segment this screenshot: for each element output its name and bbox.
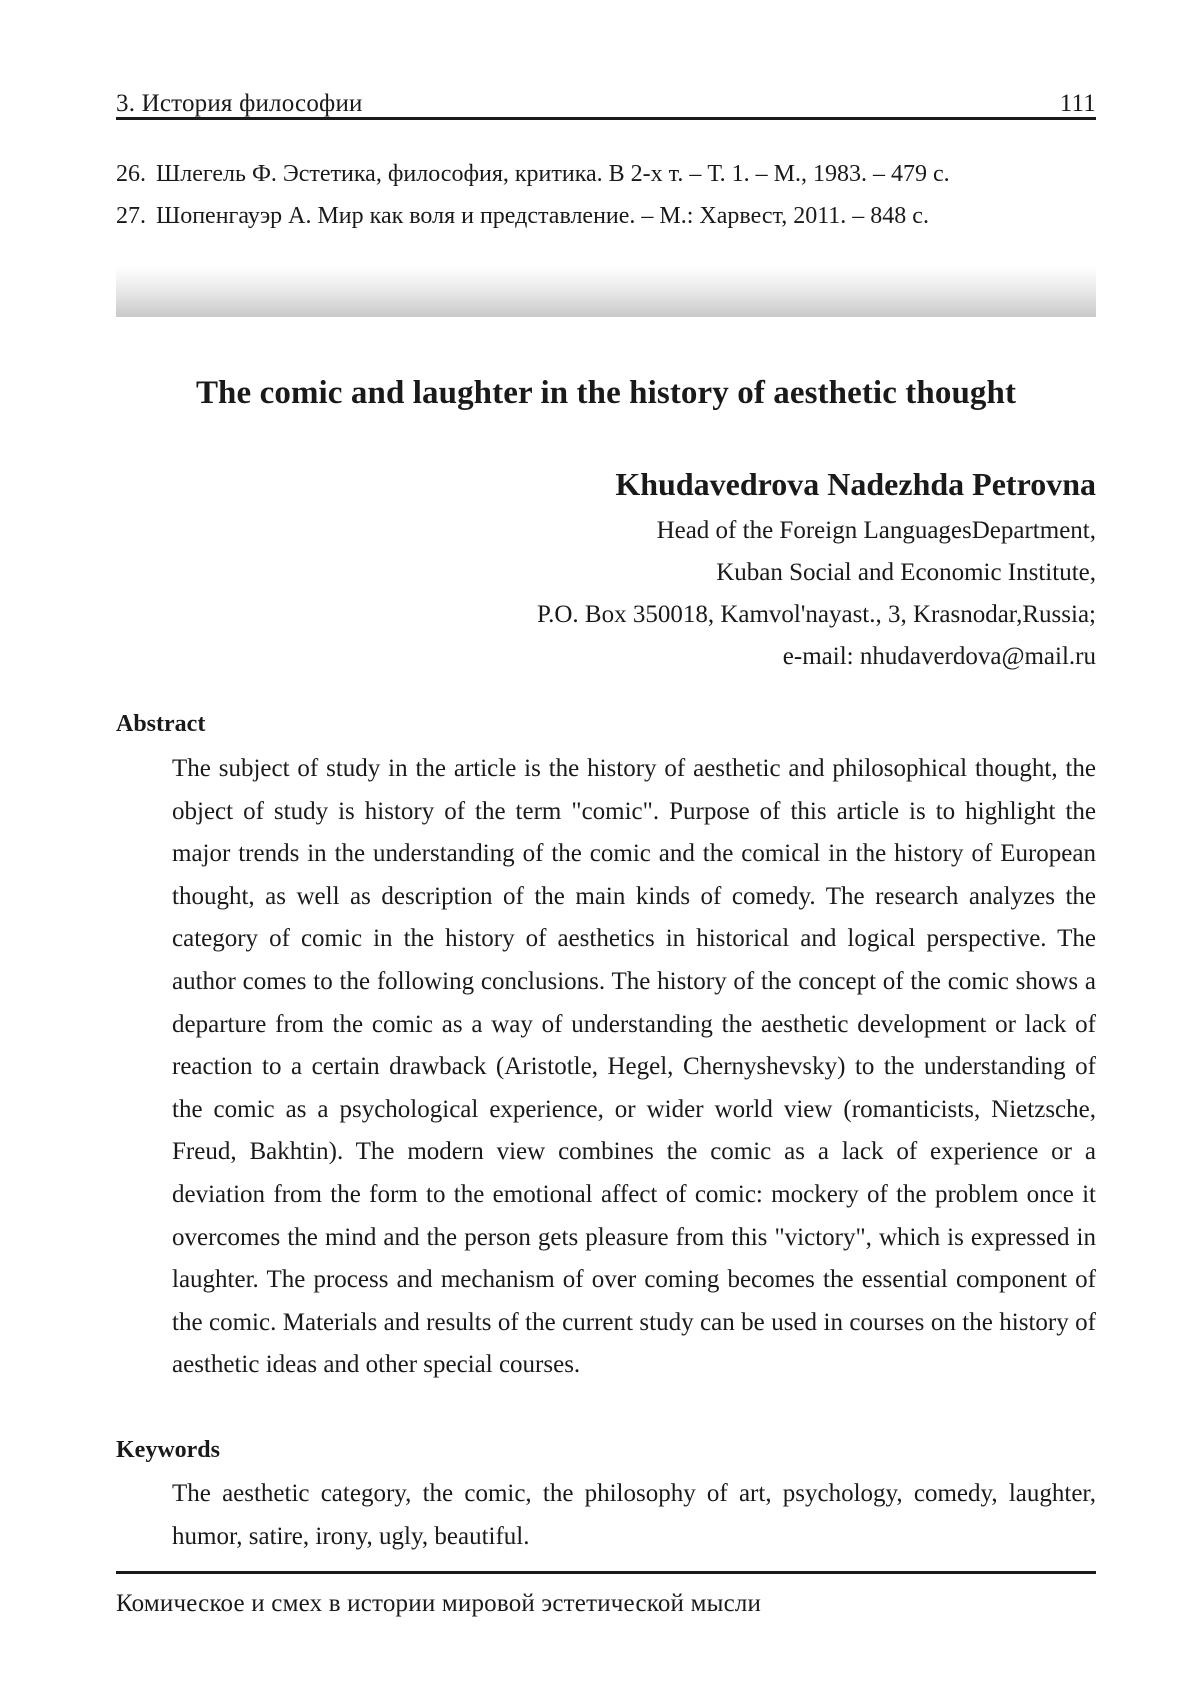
reference-number: 26.: [116, 161, 146, 187]
header-divider: [116, 117, 1096, 120]
author-block: [116, 462, 1096, 678]
reference-text: Шлегель Ф. Эстетика, философия, критика. В 2-х т. – Т. 1. – М., 1983. – 479 с.: [156, 161, 950, 187]
running-header: [116, 80, 1096, 118]
footer-divider: [116, 1571, 1096, 1574]
running-footer: Комическое и смех в истории мировой эстетической мысли: [116, 1590, 762, 1617]
keywords-text: The aesthetic category, the comic, the philosophy of art, psychology, comedy, laughter, humor, satire, irony, ugly, beautiful.: [172, 1480, 1096, 1550]
section-separator-band: [116, 267, 1096, 317]
reference-text: Шопенгауэр А. Мир как воля и представление. – М.: Харвест, 2011. – 848 с.: [156, 203, 929, 229]
author-address: P.O. Box 350018, Kamvol'nayast., 3, Krasnodar,Russia;: [536, 601, 1096, 628]
author-email: e-mail: nhudaverdova@mail.ru: [782, 643, 1096, 670]
page-number: 111: [1059, 90, 1096, 117]
reference-list: [116, 153, 1096, 237]
abstract-heading: Abstract: [116, 711, 206, 737]
article-title: The comic and laughter in the history of aesthetic thought: [195, 375, 1017, 411]
author-position: Head of the Foreign LanguagesDepartment,: [656, 517, 1096, 544]
keywords-heading: Keywords: [116, 1437, 220, 1463]
header-section-title: 3. История философии: [116, 90, 363, 117]
author-institution: Kuban Social and Economic Institute,: [716, 559, 1096, 586]
reference-item: [116, 195, 1096, 237]
abstract-text: The subject of study in the article is the history of aesthetic and philosophical thought, the object of study is history of the term "comic". Purpose of this article is to highlight the major trends in the understanding of the comic and the comical in the history of European thought, as well as description of the main kinds of comedy. The research analyzes the category of comic in the history of aesthetics in historical and logical perspective. The author comes to the following conclusions. The history of the concept of the comic shows a departure from the comic as a way of understanding the aesthetic development or lack of reaction to a certain drawback (Aristotle, Hegel, Chernyshevsky) to the understanding of the comic as a psychological experience, or wider world view (romanticists, Nietzsche, Freud, Bakhtin). The modern view combines the comic as a lack of experience or a deviation from the form to the emotional affect of comic: mockery of the problem once it overcomes the mind and the person gets pleasure from this "victory", which is expressed in laughter. The process and mechanism of over coming becomes the essential component of the comic. Materials and results of the current study can be used in courses on the history of aesthetic ideas and other special courses.: [172, 755, 1096, 1379]
author-name: Khudavedrova Nadezhda Petrovna: [615, 466, 1096, 502]
reference-number: 27.: [116, 203, 146, 229]
reference-item: [116, 153, 1096, 195]
